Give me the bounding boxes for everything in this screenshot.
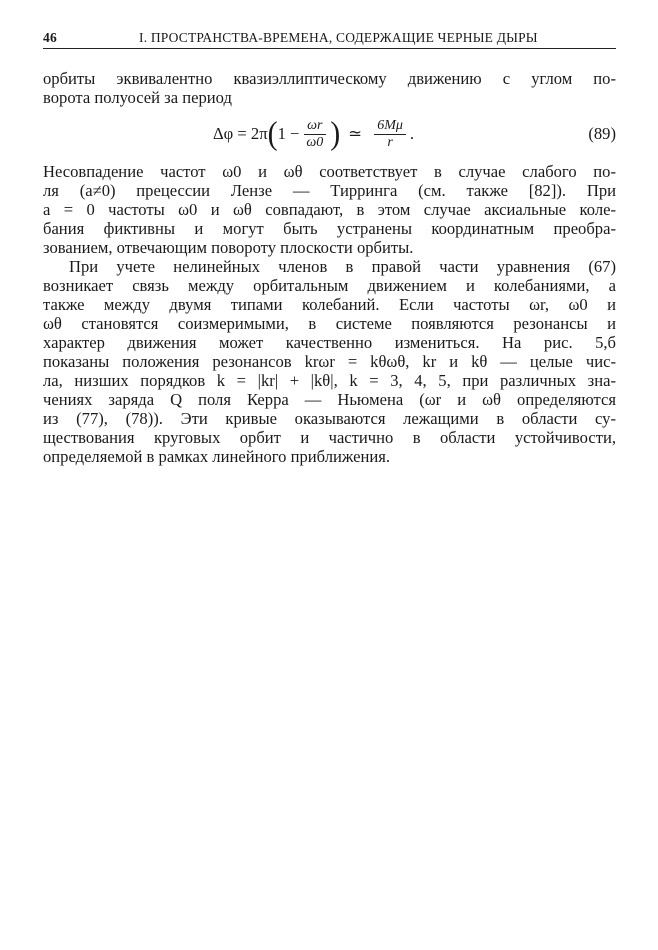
text-line: бания фиктивны и могут быть устранены координатным преобра-	[43, 219, 616, 238]
equation-89	[43, 113, 616, 155]
text-line: ворота полуосей за период	[43, 88, 232, 107]
text-line: определяемой в рамках линейного приближения.	[43, 447, 391, 466]
fraction-denominator: r	[387, 134, 393, 150]
fraction-omega	[303, 118, 326, 151]
paragraph-3	[43, 257, 616, 466]
text-line: из (77), (78)). Эти кривые оказываются лежащими в области су-	[43, 409, 616, 428]
running-header	[43, 26, 616, 49]
equation-lhs: Δφ = 2π	[213, 124, 268, 143]
text-line: чениях заряда Q поля Керра — Ньюмена (ωr и ωθ определяются	[43, 390, 616, 409]
paragraph-2	[43, 162, 616, 257]
fraction-numerator: ωr	[304, 118, 325, 135]
text-line: ла, низших порядков k = |kr| + |kθ|, k = 3, 4, 5, при различных зна-	[43, 371, 616, 390]
text-line: возникает связь между орбитальным движением и колебаниями, а	[43, 276, 616, 295]
text-line: орбиты эквивалентно квазиэллиптическому движению с углом по-	[43, 69, 616, 88]
header-title: I. ПРОСТРАНСТВА-ВРЕМЕНА, СОДЕРЖАЩИЕ ЧЕРНЫЕ ДЫРЫ	[139, 30, 538, 45]
right-paren: )	[330, 115, 341, 152]
fraction-mass	[374, 118, 406, 151]
fraction-denominator: ω0	[306, 134, 324, 150]
approx-sign: ≃	[348, 124, 363, 143]
text-line: зованием, отвечающим повороту плоскости орбиты.	[43, 238, 414, 257]
text-line: ля (a≠0) прецессии Лензе — Тирринга (см. также [82]). При	[43, 181, 616, 200]
text-line: Несовпадение частот ω0 и ωθ соответствует в случае слабого по-	[43, 162, 616, 181]
left-paren: (	[267, 115, 278, 152]
equation-number: (89)	[588, 124, 616, 143]
text-line: характер движения может качественно измениться. На рис. 5,б	[43, 333, 616, 352]
text-line: показаны положения резонансов krωr = kθωθ, kr и kθ — целые чис-	[43, 352, 616, 371]
equation-end: .	[409, 124, 415, 143]
page-number: 46	[43, 30, 57, 45]
fraction-numerator: 6Mμ	[374, 118, 406, 135]
text-line: ществования круговых орбит и частично в области устойчивости,	[43, 428, 616, 447]
equation-one-minus: 1 −	[277, 124, 300, 143]
text-line: При учете нелинейных членов в правой части уравнения (67)	[69, 257, 616, 276]
paragraph-1	[43, 69, 616, 107]
equation-expression	[213, 113, 414, 155]
text-line: также между двумя типами колебаний. Если частоты ωr, ω0 и	[43, 295, 616, 314]
text-line: ωθ становятся соизмеримыми, в системе появляются резонансы и	[43, 314, 616, 333]
text-line: a = 0 частоты ω0 и ωθ совпадают, в этом случае аксиальные коле-	[43, 200, 616, 219]
